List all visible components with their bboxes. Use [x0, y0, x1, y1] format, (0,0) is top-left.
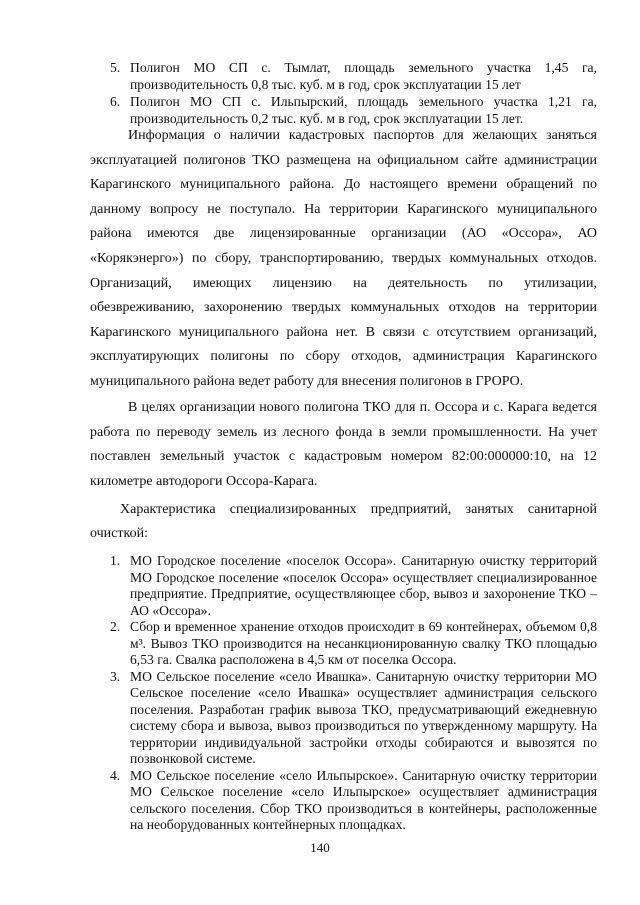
bottom-numbered-list [110, 553, 597, 834]
list-item-text: Полигон МО СП с. Ильпырский, площадь земельного участка 1,21 га, производительность 0,2 тыс. куб. м в год, срок эксплуатации 15 лет. [130, 94, 597, 126]
list-item [110, 768, 597, 834]
list-item-text: МО Городское поселение «поселок Оссора». Санитарную очистку территорий МО Городское поселение «поселок Оссора» осуществляет специализированное предприятие. Предприятие, осуществляющее сбор, вывоз и захоронение ТКО – АО «Оссора». [130, 553, 597, 618]
list-item [110, 669, 597, 768]
list-item-number: 4. [110, 767, 121, 783]
list-item [110, 553, 597, 619]
page-number: 140 [310, 840, 330, 855]
list-item-number: 6. [110, 94, 121, 109]
list-item-text: МО Сельское поселение «село Ильпырское». Санитарную очистку территории МО Сельское поселение «село Ильпырское» осуществляет администрация сельского поселения. Сбор ТКО производиться в контейнеры, расположенные на необорудованных контейнерных площадках. [130, 767, 597, 832]
section-heading: Характеристика специализированных предприятий, занятых санитарной очисткой: [90, 502, 597, 541]
list-item-number: 5. [110, 60, 121, 75]
list-item-number: 2. [110, 619, 121, 634]
list-item-number: 3. [110, 668, 121, 684]
list-item [110, 619, 597, 669]
list-item-text: Полигон МО СП с. Тымлат, площадь земельного участка 1,45 га, производительность 0,8 тыс. куб. м в год, срок эксплуатации 15 лет [130, 60, 597, 92]
list-item-number: 1. [110, 553, 121, 568]
paragraph-new-landfill: В целях организации нового полигона ТКО для п. Оссора и с. Карага ведется работа по переводу земель из лесного фонда в земли промышленности. На учет поставлен земельный участок с кадастровым номером 82:00:000000:10, на 12 километре автодороги Оссора-Карага. [90, 400, 597, 489]
list-item [110, 60, 597, 93]
top-numbered-list [110, 60, 597, 128]
list-item-text: Сбор и временное хранение отходов происходит в 69 контейнерах, объемом 0,8 м³. Вывоз ТКО производится на несанкционированную свалку ТКО площадью 6,53 га. Свалка расположена в 4,5 км от поселка Оссора. [130, 619, 597, 667]
list-item-text: МО Сельское поселение «село Ивашка». Санитарную очистку территории МО Сельское поселение «село Ивашка» осуществляет администрация сельского поселения. Разработан график вывоза ТКО, предусматривающий ежедневную систему сбора и вывоза, вывоз производиться по утвержденному маршруту. На территории индивидуальной застройки отходы собираются и вывозятся по позвонковой системе. [130, 668, 597, 766]
paragraph-cadastral-info: Информация о наличии кадастровых паспортов для желающих заняться эксплуатацией полигонов ТКО размещена на официальном сайте администрации Карагинского муниципального района. До настоящего времени обращений по данному вопросу не поступало. На территории Карагинского муниципального района имеются две лицензированные организации (АО «Оссора», АО «Корякэнерго») по сбору, транспортированию, твердых коммунальных отходов. Организаций, имеющих лицензию на деятельность по утилизации, обезвреживанию, захоронению твердых коммунальных отходов на территории Карагинского муниципального района нет. В связи с отсутствием организаций, эксплуатирующих полигоны по сбору отходов, администрация Карагинского муниципального района ведет работу для внесения полигонов в ГРОРО. [90, 128, 597, 389]
list-item [110, 94, 597, 127]
